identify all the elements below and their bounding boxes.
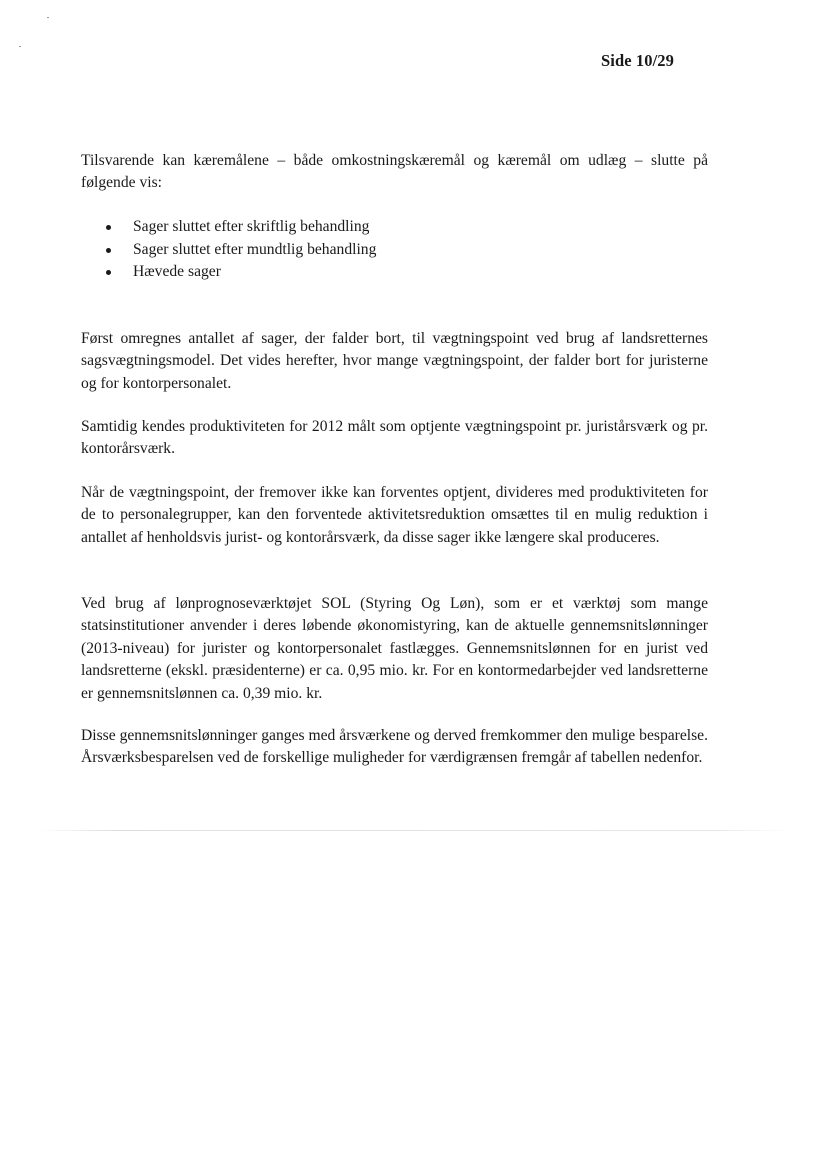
- bullet-item: [103, 216, 376, 239]
- bullet-icon: [106, 225, 111, 230]
- bullet-text: Sager sluttet efter mundtlig behandling: [133, 240, 377, 258]
- intro-text: Tilsvarende kan kæremålene – både omkostningskæremål og kæremål om udlæg – slutte på følgende vis:: [81, 152, 708, 192]
- bullet-text: Hævede sager: [133, 263, 221, 281]
- intro-paragraph: [81, 150, 708, 195]
- bullet-text: Sager sluttet efter skriftlig behandling: [133, 218, 370, 235]
- bullet-item: [103, 239, 376, 262]
- paragraph-text: Disse gennemsnitslønninger ganges med årsværkene og derved fremkommer den mulige besparelse. Årsværksbesparelsen ved de forskellige muligheder for værdigrænsen fremgår af tabellen nedenfor.: [81, 727, 708, 767]
- page-number: Side 10/29: [601, 51, 674, 70]
- paragraph-text: Først omregnes antallet af sager, der falder bort, til vægtningspoint ved brug af landsretternes sagsvægtningsmodel. Det vides herefter, hvor mange vægtningspoint, der falder bort for juristerne og for kontorpersonalet.: [81, 330, 708, 392]
- paragraph-text: Samtidig kendes produktiviteten for 2012 målt som optjente vægtningspoint pr. juristårsværk og pr. kontorårsværk.: [81, 418, 708, 458]
- bullet-item: [103, 261, 376, 284]
- bullet-list: [103, 216, 376, 284]
- bullet-icon: [106, 248, 111, 253]
- paragraph-salaries: [81, 593, 708, 705]
- scan-artifact: [19, 46, 21, 47]
- paragraph-conversion: [81, 328, 708, 395]
- paragraph-text: Når de vægtningspoint, der fremover ikke kan forventes optjent, divideres med produktiviteten for de to personalegrupper, kan den forventede aktivitetsreduktion omsættes til en mulig reduktion i antallet af henholdsvis jurist- og kontorårsværk, da disse sager ikke længere skal produceres.: [81, 484, 708, 546]
- paragraph-text: Ved brug af lønprognoseværktøjet SOL (Styring Og Løn), som er et værktøj som mange statsinstitutioner anvender i deres løbende økonomistyring, kan de aktuelle gennemsnitslønninger (2013-niveau) for jurister og kontorpersonalet fastlægges. Gennemsnitslønnen for en jurist ved landsretterne (ekskl. præsidenterne) er ca. 0,95 mio. kr. For en kontormedarbejder ved landsretterne er gennemsnitslønnen ca. 0,39 mio. kr.: [81, 595, 708, 702]
- scan-artifact: [47, 17, 49, 18]
- paragraph-productivity: [81, 416, 708, 461]
- scan-fold-line: [38, 830, 790, 831]
- paragraph-savings: [81, 725, 708, 770]
- paragraph-reduction: [81, 482, 708, 549]
- bullet-icon: [106, 270, 111, 275]
